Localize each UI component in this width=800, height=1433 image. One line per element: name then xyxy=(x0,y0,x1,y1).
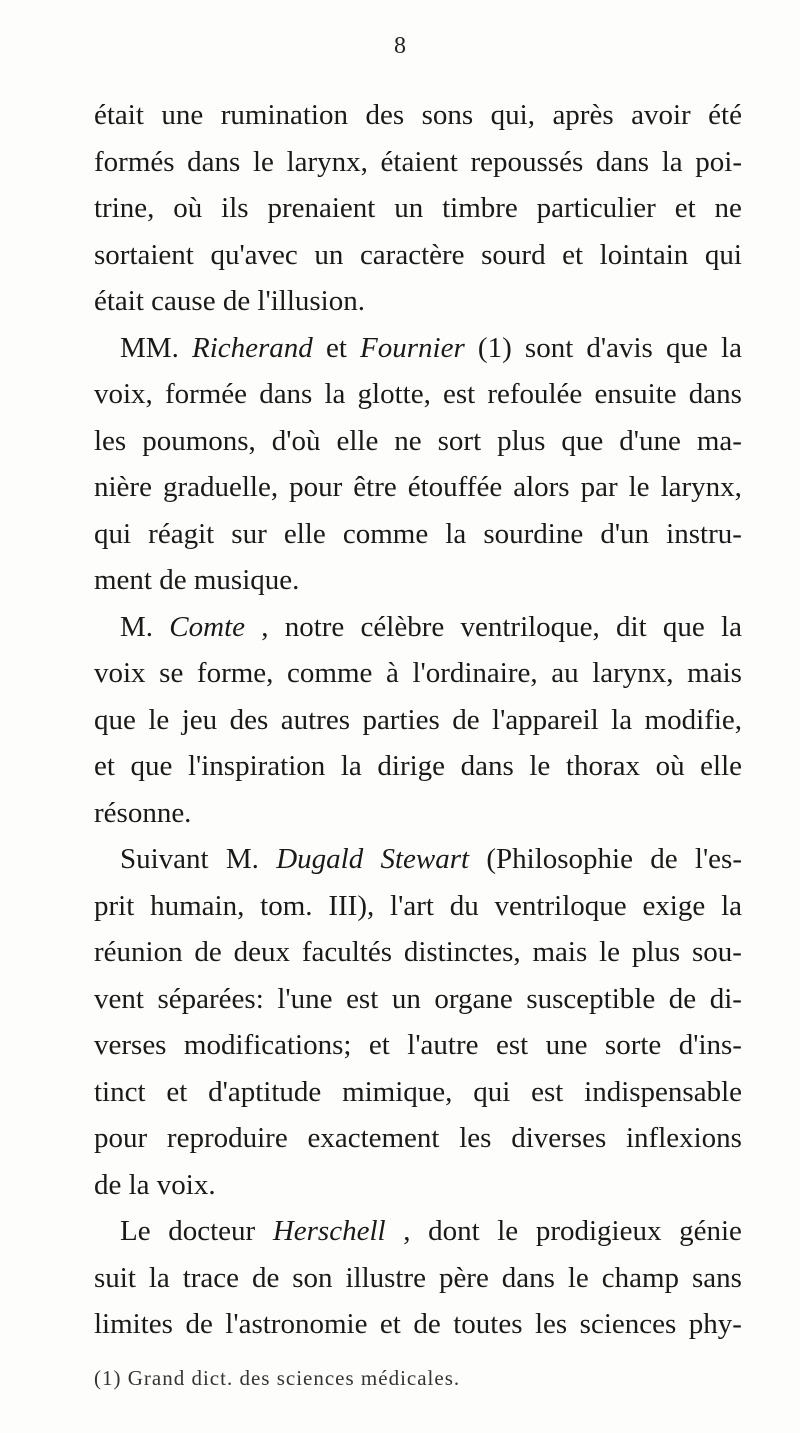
text-line: vent séparées: l'une est un organe susceptible de di- xyxy=(94,982,742,1015)
text-line: suit la trace de son illustre père dans le champ sans xyxy=(94,1261,742,1294)
text-line: M. Comte , notre célèbre ventriloque, dit que la xyxy=(120,610,742,643)
text-line: tinct et d'aptitude mimique, qui est indispensable xyxy=(94,1075,742,1108)
text-line: sortaient qu'avec un caractère sourd et lointain qui xyxy=(94,238,742,271)
text-line: verses modifications; et l'autre est une sorte d'ins- xyxy=(94,1029,742,1061)
text-line: les poumons, d'où elle ne sort plus que d'une ma- xyxy=(94,424,742,457)
text-line: limites de l'astronomie et de toutes les sciences phy- xyxy=(94,1308,742,1340)
text-line: voix se forme, comme à l'ordinaire, au larynx, mais xyxy=(94,657,742,689)
body-text xyxy=(94,92,742,1348)
text-line: était cause de l'illusion. xyxy=(94,285,365,317)
text-line: qui réagit sur elle comme la sourdine d'un instru- xyxy=(94,517,742,550)
page-number: 8 xyxy=(394,33,406,59)
text-line: pour reproduire exactement les diverses inflexions xyxy=(94,1122,742,1154)
text-line: de la voix. xyxy=(94,1168,216,1201)
footnote: (1) Grand dict. des sciences médicales. xyxy=(94,1366,461,1390)
text-line: Suivant M. Dugald Stewart (Philosophie de l'es- xyxy=(120,843,742,875)
text-line: que le jeu des autres parties de l'appareil la modifie, xyxy=(94,703,742,736)
text-line: Le docteur Herschell , dont le prodigieux génie xyxy=(120,1215,742,1247)
text-line: MM. Richerand et Fournier (1) sont d'avis que la xyxy=(120,331,742,364)
text-line: nière graduelle, pour être étouffée alors par le larynx, xyxy=(94,471,742,503)
text-line: était une rumination des sons qui, après avoir été xyxy=(94,99,742,131)
text-line: prit humain, tom. III), l'art du ventriloque exige la xyxy=(94,889,742,922)
text-line: résonne. xyxy=(94,796,192,829)
text-line: ment de musique. xyxy=(94,564,300,596)
text-line: trine, où ils prenaient un timbre particulier et ne xyxy=(94,192,742,224)
text-line: formés dans le larynx, étaient repoussés dans la poi- xyxy=(94,145,742,178)
text-line: réunion de deux facultés distinctes, mais le plus sou- xyxy=(94,936,742,968)
text-line: et que l'inspiration la dirige dans le thorax où elle xyxy=(94,750,742,782)
text-line: voix, formée dans la glotte, est refoulée ensuite dans xyxy=(94,378,742,410)
